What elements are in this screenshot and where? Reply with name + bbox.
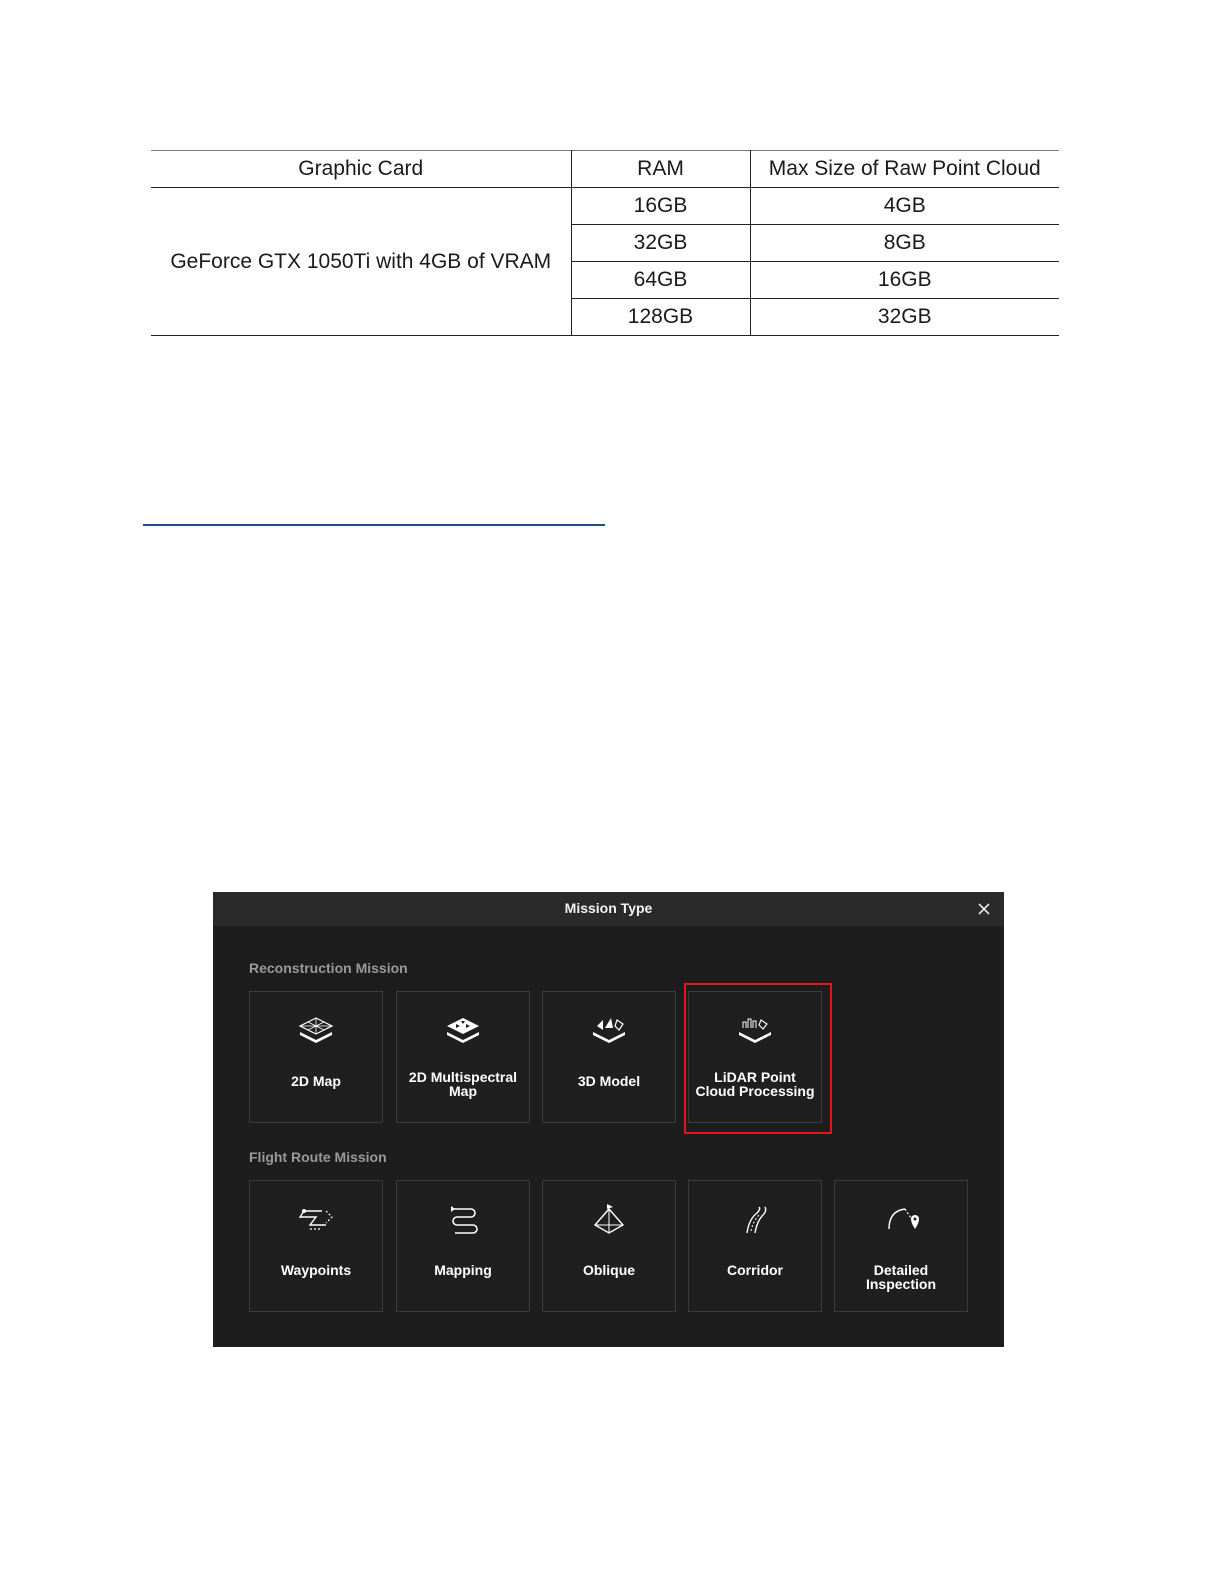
tile-waypoints[interactable] (249, 1180, 383, 1312)
dialog-header (213, 892, 1004, 926)
mapping-icon (443, 1203, 483, 1237)
ram-cell: 64GB (571, 262, 750, 299)
tile-label: 3D Model (577, 1073, 641, 1089)
lidar-point-cloud-icon (735, 1014, 775, 1048)
tile-oblique[interactable] (542, 1180, 676, 1312)
tile-2d-map[interactable] (249, 991, 383, 1123)
flight-route-mission-label: Flight Route Mission (249, 1149, 387, 1165)
tile-mapping[interactable] (396, 1180, 530, 1312)
dialog-title: Mission Type (564, 900, 653, 916)
3d-model-icon (589, 1014, 629, 1048)
graphic-card-cell: GeForce GTX 1050Ti with 4GB of VRAM (151, 188, 571, 336)
table-header-row (151, 151, 1059, 188)
tile-label: LiDAR Point Cloud Processing (695, 1069, 815, 1099)
tile-label: Waypoints (280, 1262, 352, 1278)
close-icon[interactable] (976, 901, 992, 917)
header-graphic-card: Graphic Card (298, 157, 424, 180)
tile-lidar-point-cloud[interactable] (688, 991, 822, 1123)
ram-cell: 128GB (571, 299, 750, 336)
tile-label: 2D Multispectral Map (408, 1069, 518, 1099)
hardware-spec-table (151, 150, 1059, 336)
tile-detailed-inspection[interactable] (834, 1180, 968, 1312)
detailed-inspection-icon (881, 1203, 921, 1237)
header-ram: RAM (571, 151, 750, 188)
ram-cell: 16GB (571, 188, 750, 225)
ram-cell: 32GB (571, 225, 750, 262)
corridor-icon (735, 1203, 775, 1237)
table-row (151, 188, 1059, 225)
max-size-cell: 4GB (750, 188, 1059, 225)
max-size-cell: 16GB (750, 262, 1059, 299)
multispectral-map-icon (443, 1014, 483, 1048)
tile-2d-multispectral-map[interactable] (396, 991, 530, 1123)
mission-type-dialog (213, 892, 1004, 1347)
tile-corridor[interactable] (688, 1180, 822, 1312)
reconstruction-mission-label: Reconstruction Mission (249, 960, 408, 976)
oblique-icon (589, 1203, 629, 1237)
max-size-cell: 32GB (750, 299, 1059, 336)
tile-3d-model[interactable] (542, 991, 676, 1123)
link-underline[interactable] (143, 524, 605, 526)
tile-label: Oblique (582, 1262, 636, 1278)
header-max-size: Max Size of Raw Point Cloud (750, 151, 1059, 188)
tile-label: Corridor (727, 1262, 783, 1278)
tile-label: Detailed Inspection (865, 1262, 936, 1292)
waypoints-icon (296, 1203, 336, 1237)
max-size-cell: 8GB (750, 225, 1059, 262)
tile-label: Mapping (434, 1262, 492, 1278)
2d-map-icon (296, 1014, 336, 1048)
tile-label: 2D Map (291, 1073, 341, 1089)
